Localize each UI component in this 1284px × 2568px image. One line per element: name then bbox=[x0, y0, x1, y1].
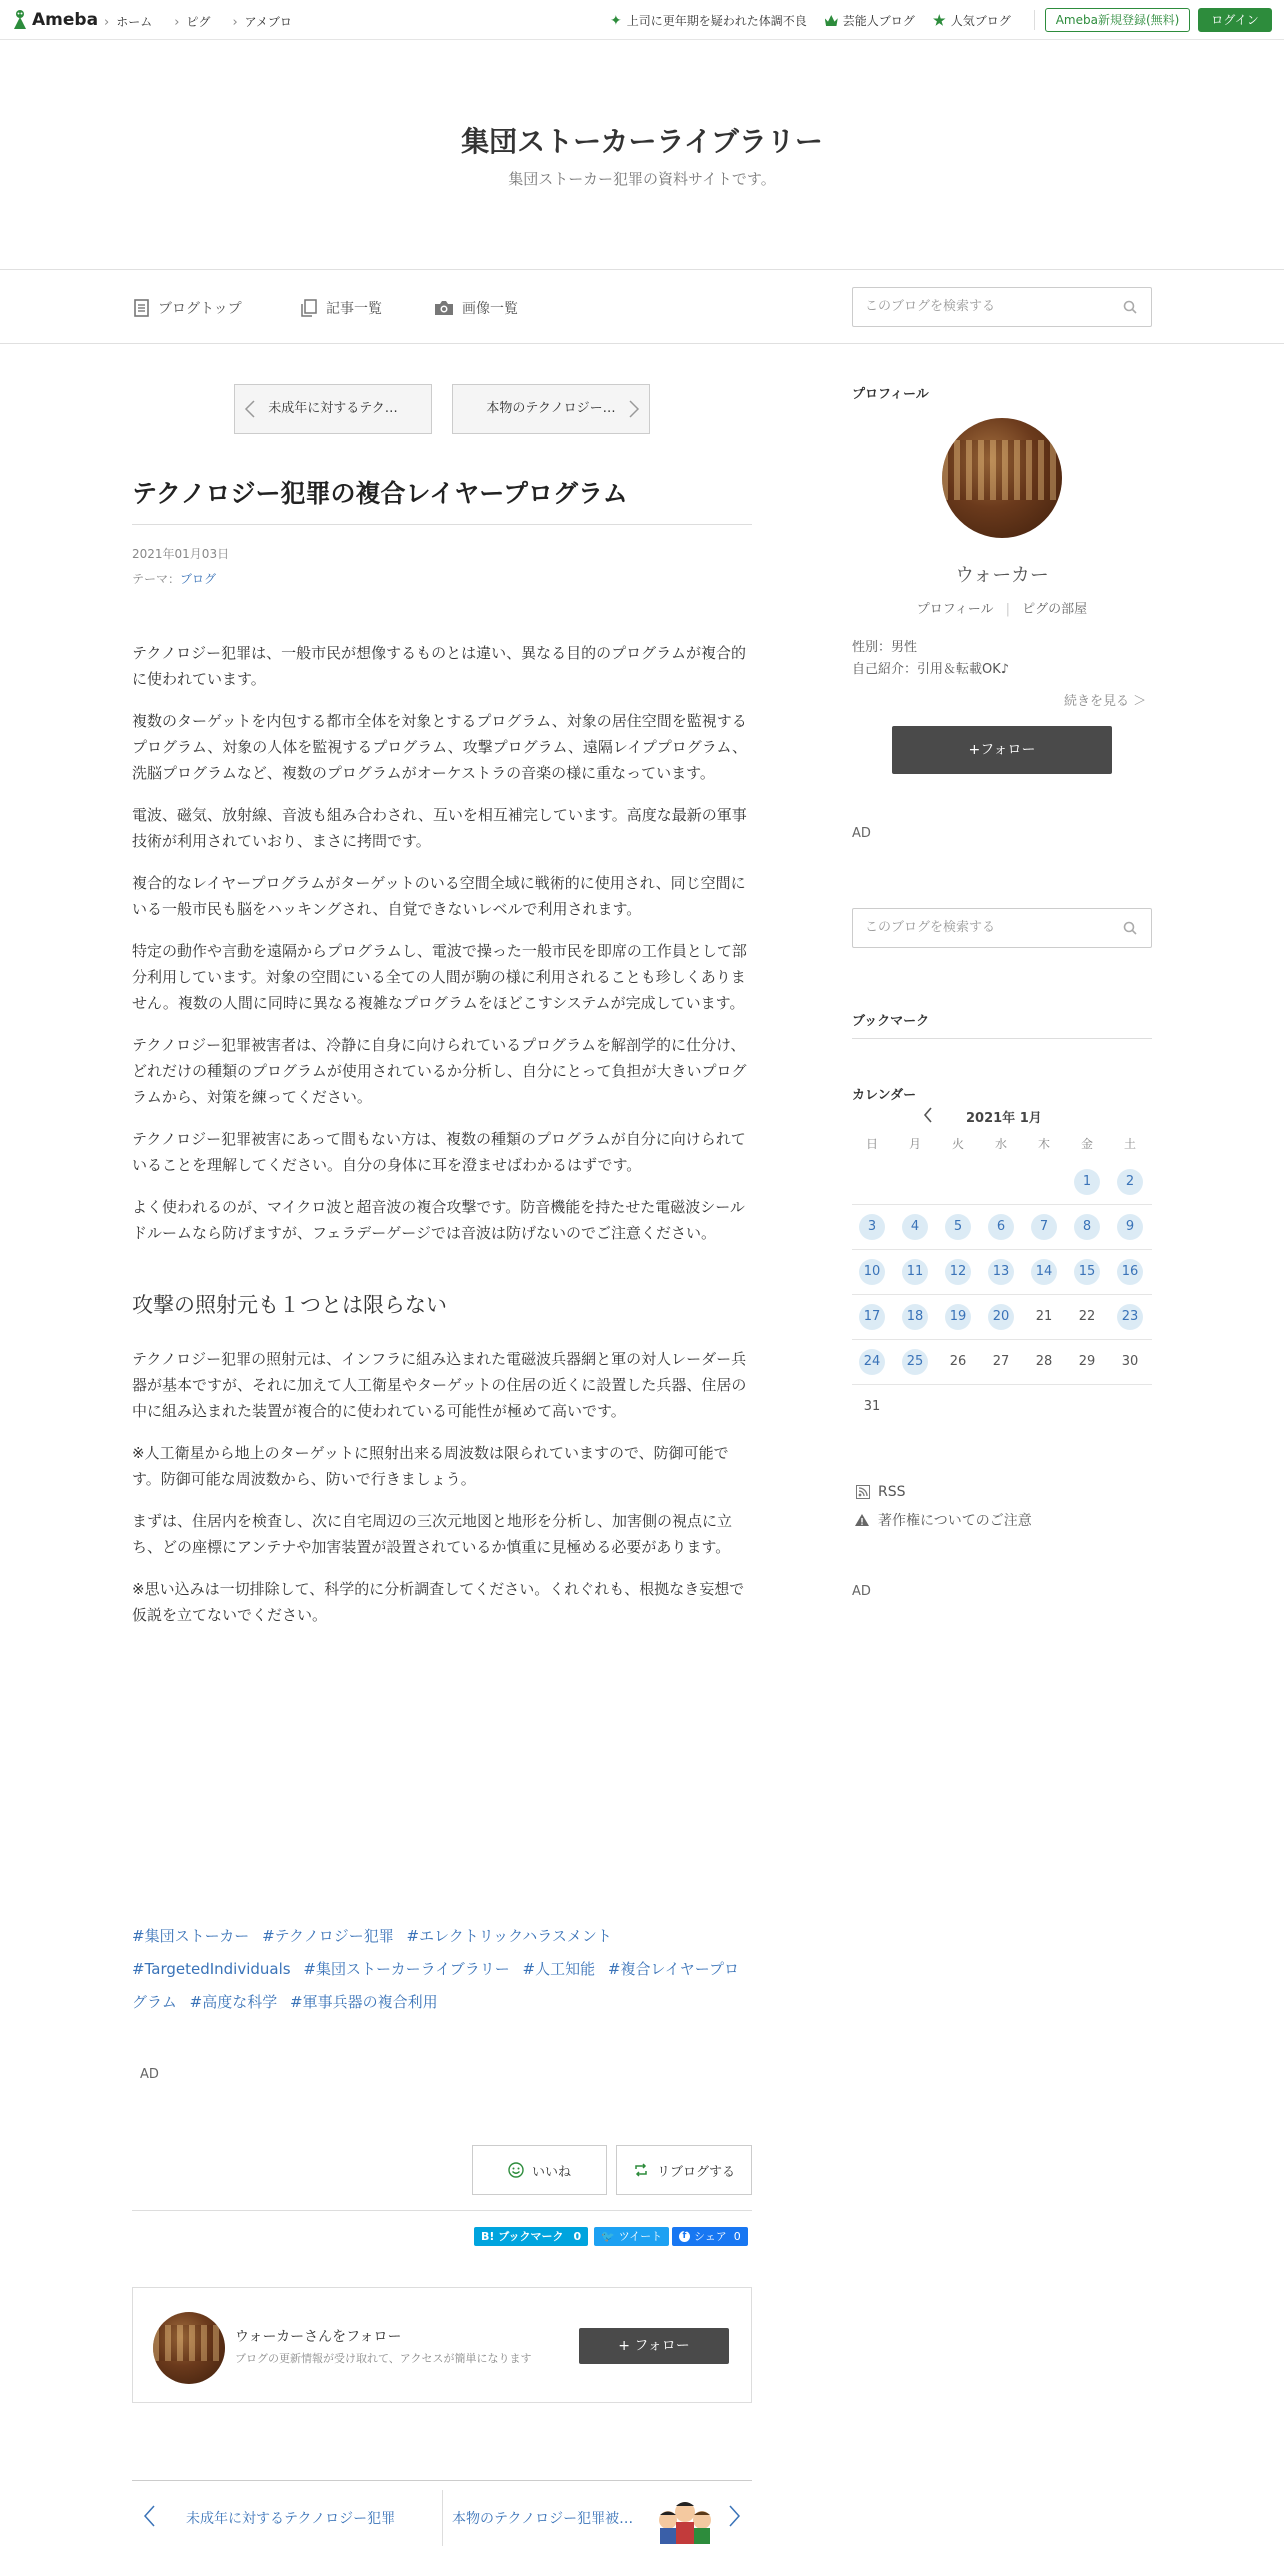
ad-label: AD bbox=[852, 826, 871, 841]
section-heading: 攻撃の照射元も１つとは限らない bbox=[132, 1293, 447, 1317]
hashtag[interactable]: #集団ストーカーライブラリー bbox=[303, 1960, 510, 1978]
divider bbox=[442, 2490, 443, 2546]
top-links bbox=[610, 12, 1011, 29]
like-button[interactable] bbox=[472, 2145, 607, 2195]
top-link-celebrity[interactable] bbox=[825, 12, 915, 29]
follow-name: ウォーカーさんをフォロー bbox=[235, 2329, 402, 2345]
tweet-label: ツイート bbox=[618, 2230, 663, 2243]
nav-blog-top[interactable] bbox=[134, 298, 242, 318]
prev-entry-link[interactable]: 未成年に対するテクノロジー犯罪 bbox=[186, 2511, 396, 2527]
fb-label: シェア bbox=[694, 2230, 727, 2243]
calendar-weekday: 水 bbox=[994, 1137, 1007, 1151]
calendar-week-row bbox=[852, 1340, 1152, 1385]
reblog-button[interactable] bbox=[616, 2145, 752, 2195]
copyright-notice-link[interactable] bbox=[854, 1510, 1032, 1530]
sidebar-search-input[interactable] bbox=[852, 908, 1152, 948]
calendar-day[interactable]: 25 bbox=[902, 1349, 928, 1375]
calendar-weekday: 土 bbox=[1123, 1137, 1136, 1151]
profile-link[interactable]: プロフィール bbox=[916, 602, 994, 617]
hashtag[interactable]: #人工知能 bbox=[522, 1960, 596, 1978]
profile-gender: 性別：男性 bbox=[852, 640, 918, 655]
blog-header bbox=[0, 40, 1284, 270]
search-icon[interactable] bbox=[1123, 921, 1137, 935]
entry-body bbox=[132, 640, 752, 1644]
login-button[interactable]: ログイン bbox=[1198, 8, 1272, 32]
copyright-label: 著作権についてのご注意 bbox=[878, 1513, 1032, 1529]
sparkle-icon: ✦ bbox=[610, 12, 622, 29]
calendar-day[interactable]: 15 bbox=[1074, 1259, 1100, 1285]
nav-home[interactable]: › ホーム bbox=[104, 13, 152, 30]
facebook-icon: f bbox=[679, 2231, 690, 2242]
ad-label: AD bbox=[140, 2067, 159, 2082]
calendar-day[interactable]: 24 bbox=[859, 1349, 885, 1375]
paragraph: 複合的なレイヤープログラムがターゲットのいる空間全域に戦術的に使用され、同じ空間にいる一般市民も脳をハッキングされ、自覚できないレベルで利用されます。 bbox=[132, 874, 746, 918]
calendar-weekday: 金 bbox=[1080, 1137, 1093, 1151]
warning-icon bbox=[854, 1513, 870, 1527]
divider bbox=[852, 1038, 1152, 1039]
calendar-day[interactable]: 5 bbox=[945, 1214, 971, 1240]
hashtag[interactable]: #高度な科学 bbox=[189, 1993, 278, 2011]
chevron-left-icon[interactable] bbox=[922, 1106, 934, 1124]
calendar-weekday: 木 bbox=[1037, 1137, 1050, 1151]
calendar-week-row bbox=[852, 1250, 1152, 1295]
rss-link[interactable] bbox=[856, 1484, 906, 1500]
entry-theme bbox=[132, 570, 216, 587]
nav-ameblo[interactable]: › アメブロ bbox=[232, 13, 291, 30]
calendar-day: 31 bbox=[863, 1399, 881, 1414]
calendar-weekday: 日 bbox=[865, 1137, 878, 1151]
sidebar-follow-button[interactable]: +フォロー bbox=[892, 726, 1112, 774]
search-placeholder: このブログを検索する bbox=[865, 920, 996, 935]
calendar-day: 28 bbox=[1035, 1354, 1053, 1369]
paragraph: 複数のターゲットを内包する都市全体を対象とするプログラム、対象の居住空間を監視するプログラム、対象の人体を監視するプログラム、攻撃プログラム、遠隔レイププログラム、洗脳プログラムなど、複数のプログラムがオーケストラの音楽の様に重なっています。 bbox=[132, 712, 748, 782]
next-entry-thumbnail[interactable] bbox=[654, 2494, 716, 2546]
calendar-day: 26 bbox=[949, 1354, 967, 1369]
next-entry-link[interactable]: 本物のテクノロジー犯罪被… bbox=[452, 2511, 634, 2527]
paragraph: ※人工衛星から地上のターゲットに照射出来る周波数は限られていますので、防御可能です。防御可能な周波数から、防いで行きましょう。 bbox=[132, 1444, 729, 1488]
top-link-article[interactable] bbox=[610, 12, 807, 29]
theme-link[interactable]: ブログ bbox=[180, 572, 217, 586]
ad-label: AD bbox=[852, 1584, 871, 1599]
chevron-right-icon bbox=[627, 399, 641, 419]
follow-box bbox=[132, 2287, 752, 2403]
search-icon[interactable] bbox=[1123, 300, 1137, 314]
calendar-day[interactable]: 9 bbox=[1117, 1214, 1143, 1240]
calendar-day[interactable]: 13 bbox=[988, 1259, 1014, 1285]
follow-description: ブログの更新情報が受け取れて、アクセスが簡単になります bbox=[235, 2352, 532, 2365]
paragraph: 特定の動作や言動を遠隔からプログラムし、電波で操った一般市民を即席の工作員として部分利用しています。対象の空間にいる全ての人間が駒の様に利用されることも珍しくありません。複数の人間に同時に異なる複雑なプログラムをほどこすシステムが完成しています。 bbox=[132, 942, 747, 1012]
profile-heading: プロフィール bbox=[852, 387, 929, 402]
calendar-week-row bbox=[852, 1205, 1152, 1250]
calendar-day[interactable]: 7 bbox=[1031, 1214, 1057, 1240]
fb-count: 0 bbox=[733, 2230, 741, 2243]
calendar-day[interactable]: 3 bbox=[859, 1214, 885, 1240]
calendar-weekday: 月 bbox=[908, 1137, 921, 1151]
calendar-day[interactable]: 23 bbox=[1117, 1304, 1143, 1330]
prev-entry-button[interactable] bbox=[234, 384, 432, 434]
hatena-bookmark-button[interactable] bbox=[474, 2227, 588, 2246]
calendar-day: 27 bbox=[992, 1354, 1010, 1369]
entry-date: 2021年01月03日 bbox=[132, 547, 230, 561]
hashtag[interactable]: #集団ストーカー bbox=[132, 1927, 250, 1945]
register-button[interactable]: Ameba新規登録(無料) bbox=[1045, 8, 1190, 32]
top-link-popular[interactable] bbox=[933, 12, 1011, 29]
bookmark-heading: ブックマーク bbox=[852, 1014, 930, 1029]
calendar-day[interactable]: 11 bbox=[902, 1259, 928, 1285]
calendar-day[interactable]: 16 bbox=[1117, 1259, 1143, 1285]
calendar-day[interactable]: 4 bbox=[902, 1214, 928, 1240]
hatena-label: B! ブックマーク bbox=[481, 2230, 564, 2243]
profile-links bbox=[852, 598, 1152, 617]
search-placeholder: このブログを検索する bbox=[865, 299, 996, 314]
rss-label: RSS bbox=[878, 1484, 906, 1500]
paragraph: テクノロジー犯罪の照射元は、インフラに組み込まれた電磁波兵器網と軍の対人レーダー兵器が基本ですが、それに加えて人工衛星やターゲットの住居の近くに設置した兵器、住居の中に組み込まれた装置が複合的に使われている可能性が極めて高いです。 bbox=[132, 1350, 747, 1420]
paragraph: テクノロジー犯罪被害者は、冷静に自身に向けられているプログラムを解剖学的に仕分け、どれだけの種類のプログラムが使用されているか分析し、自分にとって負担が大きいプログラムから、対策を練ってください。 bbox=[132, 1036, 747, 1106]
calendar-month: 2021年 1月 bbox=[966, 1111, 1042, 1126]
paragraph: テクノロジー犯罪被害にあって間もない方は、複数の種類のプログラムが自分に向けられていることを理解してください。自分の身体に耳を澄ませばわかるはずです。 bbox=[132, 1130, 746, 1174]
divider bbox=[132, 524, 752, 525]
nav-label: 画像一覧 bbox=[462, 301, 518, 317]
paragraph: テクノロジー犯罪は、一般市民が想像するものとは違い、異なる目的のプログラムが複合的に使われています。 bbox=[132, 644, 746, 688]
reblog-label: リブログする bbox=[656, 2164, 735, 2180]
calendar-day[interactable]: 8 bbox=[1074, 1214, 1100, 1240]
nav-label: 記事一覧 bbox=[326, 301, 382, 317]
hashtag[interactable]: #TargetedIndividuals bbox=[132, 1960, 291, 1978]
top-bar bbox=[0, 0, 1284, 40]
chevron-left-icon[interactable] bbox=[142, 2504, 156, 2528]
pigg-room-link[interactable]: ピグの部屋 bbox=[1022, 602, 1088, 617]
calendar-week-row bbox=[852, 1385, 1152, 1430]
profile-intro: 自己紹介：引用＆転載OK♪ bbox=[852, 662, 1010, 677]
camera-icon bbox=[434, 300, 454, 316]
calendar-day[interactable]: 1 bbox=[1074, 1169, 1100, 1195]
top-link-label: 上司に更年期を疑われた体調不良 bbox=[626, 14, 807, 28]
global-nav bbox=[104, 13, 292, 30]
profile-avatar[interactable] bbox=[942, 418, 1062, 538]
calendar-heading: カレンダー bbox=[852, 1088, 917, 1103]
hashtag[interactable]: #軍事兵器の複合利用 bbox=[290, 1993, 438, 2011]
facebook-share-button[interactable] bbox=[672, 2227, 748, 2246]
calendar-weekday: 火 bbox=[951, 1137, 964, 1151]
divider bbox=[1034, 10, 1035, 30]
like-label: いいね bbox=[531, 2164, 571, 2180]
separator: | bbox=[1005, 602, 1011, 617]
calendar-day[interactable]: 2 bbox=[1117, 1169, 1143, 1195]
calendar-day[interactable]: 14 bbox=[1031, 1259, 1057, 1285]
top-link-label: 芸能人ブログ bbox=[842, 14, 915, 28]
calendar-day[interactable]: 19 bbox=[945, 1304, 971, 1330]
calendar-day[interactable]: 6 bbox=[988, 1214, 1014, 1240]
next-entry-label: 本物のテクノロジー… bbox=[486, 401, 616, 416]
nav-pigg[interactable]: › ピグ bbox=[174, 13, 210, 30]
document-icon bbox=[134, 299, 150, 317]
calendar-week-row bbox=[852, 1295, 1152, 1340]
hashtag[interactable]: #エレクトリックハラスメント bbox=[406, 1927, 612, 1945]
copy-icon bbox=[300, 299, 318, 317]
calendar-day[interactable]: 17 bbox=[859, 1304, 885, 1330]
chevron-left-icon bbox=[243, 399, 257, 419]
hashtag[interactable]: #複合レイヤープロ bbox=[607, 1960, 739, 1978]
blog-subtitle: 集団ストーカー犯罪の資料サイトです。 bbox=[508, 170, 776, 188]
nav-entry-list[interactable] bbox=[300, 298, 382, 318]
twitter-icon: 🐦 bbox=[601, 2230, 615, 2243]
chevron-right-icon[interactable] bbox=[728, 2504, 742, 2528]
top-link-label: 人気ブログ bbox=[950, 14, 1011, 28]
calendar-grid bbox=[852, 1160, 1152, 1430]
follow-button[interactable]: + フォロー bbox=[579, 2328, 729, 2364]
hashtag[interactable]: グラム bbox=[132, 1993, 177, 2011]
blog-title[interactable]: 集団ストーカーライブラリー bbox=[461, 125, 823, 158]
nav-image-list[interactable] bbox=[434, 298, 518, 318]
logo-text: Ameba bbox=[32, 10, 99, 30]
paragraph: まずは、住居内を検査し、次に自宅周辺の三次元地図と地形を分析し、加害側の視点に立ち、どの座標にアンテナや加害装置が設置されているか慎重に見極める必要があります。 bbox=[132, 1512, 733, 1556]
hatena-count: 0 bbox=[573, 2230, 582, 2243]
star-icon bbox=[933, 14, 946, 27]
reblog-icon bbox=[633, 2162, 649, 2178]
divider bbox=[132, 2210, 752, 2211]
avatar[interactable] bbox=[153, 2312, 225, 2384]
tweet-button[interactable] bbox=[594, 2227, 669, 2246]
smile-icon bbox=[508, 2162, 524, 2178]
next-entry-button[interactable] bbox=[452, 384, 650, 434]
calendar-day: 30 bbox=[1121, 1354, 1139, 1369]
blog-search-input[interactable] bbox=[852, 287, 1152, 327]
paragraph: 電波、磁気、放射線、音波も組み合わされ、互いを相互補完しています。高度な最新の軍事技術が利用されていおり、まさに拷問です。 bbox=[132, 806, 747, 850]
theme-label: テーマ： bbox=[132, 572, 181, 586]
ameba-logo[interactable] bbox=[12, 9, 98, 31]
calendar-day[interactable]: 18 bbox=[902, 1304, 928, 1330]
calendar-day[interactable]: 10 bbox=[859, 1259, 885, 1285]
calendar-week-row bbox=[852, 1160, 1152, 1205]
bottom-pager bbox=[132, 2480, 752, 2550]
rss-icon bbox=[856, 1485, 870, 1499]
entry-title[interactable]: テクノロジー犯罪の複合レイヤープログラム bbox=[132, 479, 628, 508]
calendar-day: 21 bbox=[1035, 1309, 1053, 1324]
ameba-mascot-icon bbox=[12, 9, 28, 31]
hashtag[interactable]: #テクノロジー犯罪 bbox=[262, 1927, 394, 1945]
paragraph: よく使われるのが、マイクロ波と超音波の複合攻撃です。防音機能を持たせた電磁波シールドルームなら防げますが、フェラデーゲージでは音波は防げないのでご注意ください。 bbox=[132, 1198, 745, 1242]
hashtag-list bbox=[132, 1920, 752, 2019]
nav-label: ブログトップ bbox=[158, 301, 242, 317]
calendar-day: 22 bbox=[1078, 1309, 1096, 1324]
read-more-link[interactable]: 続きを見る ＞ bbox=[1064, 694, 1147, 709]
calendar-day[interactable]: 12 bbox=[945, 1259, 971, 1285]
paragraph: ※思い込みは一切排除して、科学的に分析調査してください。くれぐれも、根拠なき妄想で仮説を立てないでください。 bbox=[132, 1580, 745, 1624]
profile-name[interactable]: ウォーカー bbox=[955, 564, 1049, 586]
prev-entry-label: 未成年に対するテク… bbox=[268, 401, 398, 416]
calendar-day: 29 bbox=[1078, 1354, 1096, 1369]
calendar-day[interactable]: 20 bbox=[988, 1304, 1014, 1330]
crown-icon bbox=[825, 15, 838, 26]
blog-nav bbox=[0, 270, 1284, 344]
